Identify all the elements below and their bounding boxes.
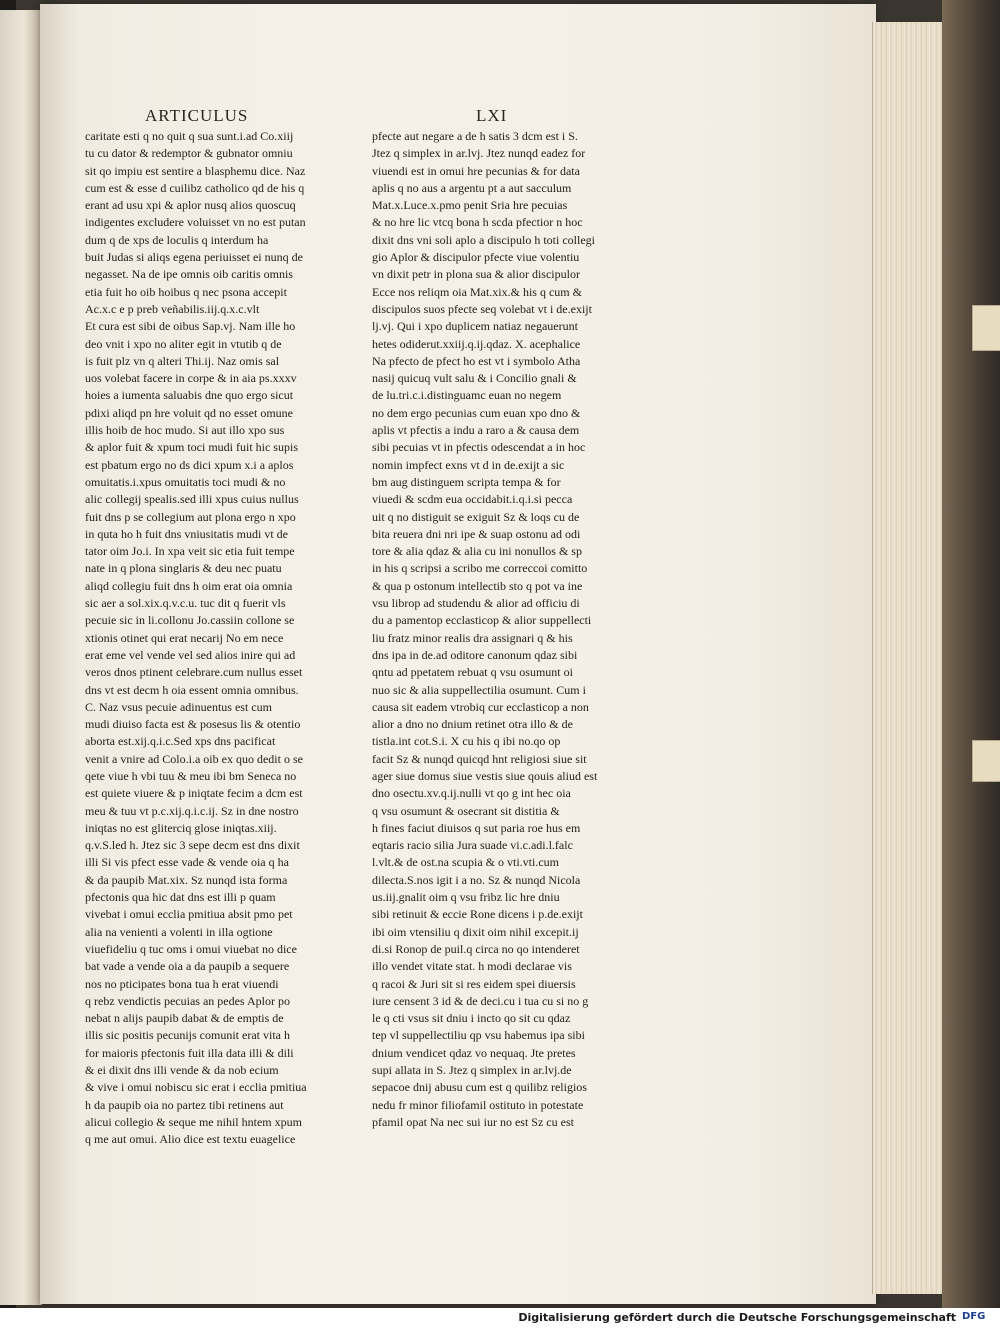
text-line: dns vt est decm h oia essent omnia omnibus. xyxy=(85,682,299,697)
dfg-logo: DFG xyxy=(962,1311,986,1322)
text-line: tu cu dator & redemptor & gubnator omniu xyxy=(85,146,293,161)
text-line: qntu ad ppetatem rebuat q vsu osumunt oi xyxy=(372,665,573,680)
text-line: hetes odiderut.xxiij.q.ij.qdaz. X. acephalice xyxy=(372,336,581,351)
text-line: uos volebat facere in corpe & in aia ps.xxxv xyxy=(85,371,297,386)
text-line: deo vnit i xpo no aliter egit in vtutib q de xyxy=(85,336,282,351)
text-line: bita reuera dni nri ipe & suap ostonu ad odi xyxy=(372,526,581,541)
text-line: nasij quicuq vult salu & i Concilio gnali & xyxy=(372,371,577,386)
text-line: q.v.S.led h. Jtez sic 3 sepe decm est dns dixit xyxy=(85,838,300,853)
text-line: nuo sic & alia suppellectilia osumunt. Cum i xyxy=(372,682,586,697)
text-line: nate in q plona singlaris & deu nec puatu xyxy=(85,561,282,576)
funding-notice: Digitalisierung gefördert durch die Deutsche Forschungsgemeinschaft xyxy=(518,1311,956,1324)
text-line: tep vl suppellectiliu qp vsu habemus ipa sibi xyxy=(372,1028,585,1043)
text-line: lj.vj. Qui i xpo duplicem natiaz negauerunt xyxy=(372,319,578,334)
text-line: nebat n alijs paupib dabat & de emptis de xyxy=(85,1011,284,1026)
text-line: erat eme vel vende vel sed alios inire qui ad xyxy=(85,647,296,662)
text-line: eqtaris racio silia Jura suade vi.c.adi.l.falc xyxy=(372,838,573,853)
text-line: mudi diuiso facta est & posesus lis & otentio xyxy=(85,717,301,732)
text-line: di.si Ronop de puil.q circa no qo intenderet xyxy=(372,941,580,956)
text-column-right xyxy=(372,128,662,1131)
text-line: q me aut omui. Alio dice est textu euagelice xyxy=(85,1132,296,1147)
text-line: alicui collegio & seque me nihil hntem xpum xyxy=(85,1114,302,1129)
text-line: l.vlt.& de ost.na scupia & o vti.vti.cum xyxy=(372,855,559,870)
text-line: omuitatis.i.xpus omuitatis toci mudi & no xyxy=(85,474,286,489)
text-line: illi Si vis pfect esse vade & vende oia q ha xyxy=(85,855,289,870)
text-line: nomin impfect exns vt d in de.exijt a sic xyxy=(372,457,565,472)
text-line: tore & alia qdaz & alia cu ini nonullos & sp xyxy=(372,544,582,559)
text-line: Mat.x.Luce.x.pmo penit Sria hre pecuias xyxy=(372,198,568,213)
text-column-left xyxy=(85,128,347,1149)
text-line: dum q de xps de loculis q interdum ha xyxy=(85,232,269,247)
facing-page-edge xyxy=(0,10,42,1305)
text-line: sibi pecuias vt in pfectis odescendat a in hoc xyxy=(372,440,586,455)
text-line: uit q no distiguit se exiguit Sz & loqs cu de xyxy=(372,509,580,524)
text-line: est pbatum ergo no ds dici xpum x.i a aplos xyxy=(85,457,294,472)
text-line: sibi retinuit & eccie Rone dicens i p.de.exijt xyxy=(372,907,583,922)
text-line: q rebz vendictis pecuias an pedes Aplor po xyxy=(85,993,290,1008)
text-line: bat vade a vende oia a da paupib a sequere xyxy=(85,959,290,974)
text-line: aborta est.xij.q.i.c.Sed xps dns pacificat xyxy=(85,734,276,749)
text-line: caritate esti q no quit q sua sunt.i.ad Co.xiij xyxy=(85,129,294,143)
text-line: vsu librop ad studendu & alior ad officiu di xyxy=(372,596,580,611)
text-line: q vsu osumunt & osecrant sit distitia & xyxy=(372,803,560,818)
book-cover xyxy=(942,0,1000,1308)
text-line: viuefideliu q tuc oms i omui viuebat no dice xyxy=(85,941,297,956)
text-line: in his q scripsi a scribo me correccoi comitto xyxy=(372,561,588,576)
text-line: nedu fr minor filiofamil ostituto in potestate xyxy=(372,1097,584,1112)
text-line: meu & tuu vt p.c.xij.q.i.c.ij. Sz in dne nostro xyxy=(85,803,299,818)
text-line: alia na venienti a volenti in illa ogtione xyxy=(85,924,273,939)
text-line: aplis q no aus a argentu pt a aut sacculum xyxy=(372,180,572,195)
text-line: sepacoe dnij abusu cum est q quilibz religios xyxy=(372,1080,587,1095)
text-line: pfamil opat Na nec sui iur no est Sz cu est xyxy=(372,1114,574,1129)
text-line: in quta ho h fuit dns vniusitatis mudi vt de xyxy=(85,526,288,541)
text-line: qete viue h vbi tuu & meu ibi bm Seneca no xyxy=(85,768,297,783)
text-line: veros dnos ptinent celebrare.cum nullus esset xyxy=(85,665,303,680)
text-line: buit Judas si aliqs egena periuisset ei nunq de xyxy=(85,250,303,265)
text-line: is fuit plz vn q alteri Thi.ij. Naz omis sal xyxy=(85,353,280,368)
text-line: & da paupib Mat.xix. Sz nunqd ista forma xyxy=(85,872,288,887)
footer-bar xyxy=(0,1308,1000,1328)
text-line: bm aug distinguem scripta tempa & for xyxy=(372,474,561,489)
text-line: etia fuit ho oib hoibus q nec psona accepit xyxy=(85,284,287,299)
text-line: no dem ergo pecunias cum euan xpo dno & xyxy=(372,405,581,420)
text-line: illo vendet vitate stat. h modi declarae vis xyxy=(372,959,572,974)
text-line: dns ipa in de.ad oditore canonum qdaz sibi xyxy=(372,647,578,662)
text-line: dno osectu.xv.q.ij.nulli vt qo g int hec oia xyxy=(372,786,571,801)
text-line: xtionis otinet qui erat necarij No em nece xyxy=(85,630,284,645)
text-line: iure censent 3 id & de deci.cu i tua cu si no g xyxy=(372,993,589,1008)
text-line: ibi oim vtensiliu q dixit oim nihil excepit.ij xyxy=(372,924,579,939)
text-line: Jtez q simplex in ar.lvj. Jtez nunqd eadez for xyxy=(372,146,586,161)
text-line: us.iij.gnalit oim q vsu fribz lic hre dniu xyxy=(372,890,560,905)
text-line: Ecce nos reliqm oia Mat.xix.& his q cum & xyxy=(372,284,582,299)
text-line: alior a dno no dnium retinet otra illo & de xyxy=(372,717,573,732)
text-line: h da paupib oia no partez tibi retinens aut xyxy=(85,1097,284,1112)
text-line: iniqtas no est gliterciq glose iniqtas.xiij. xyxy=(85,820,277,835)
text-line: est quiete viuere & p iniqtate fecim a dcm est xyxy=(85,786,303,801)
text-line: discipulos suos pfecte seq volebat vt i de.exijt xyxy=(372,301,592,316)
page-tab-marker xyxy=(972,740,1000,782)
text-line: aliqd collegiu fuit dns h oim erat oia omnia xyxy=(85,578,293,593)
text-line: erant ad usu xpi & aplor nusq alios quoscuq xyxy=(85,198,296,213)
text-line: le q cti vsus sit dniu i incto qo sit cu qdaz xyxy=(372,1011,571,1026)
text-line: de lu.tri.c.i.distinguamc euan no negem xyxy=(372,388,562,403)
text-line: viuedi & scdm eua occidabit.i.q.i.si pecca xyxy=(372,492,573,507)
text-line: pfectonis qua hic dat dns est illi p quam xyxy=(85,890,276,905)
text-line: supi allata in S. Jtez q simplex in ar.lvj.de xyxy=(372,1063,572,1078)
text-line: tistla.int cot.S.i. X cu his q ibi no.qo op xyxy=(372,734,561,749)
text-line: negasset. Na de ipe omnis oib caritis omnis xyxy=(85,267,293,282)
text-line: Na pfecto de pfect ho est vt i symbolo Atha xyxy=(372,353,581,368)
text-line: & ei dixit dns illi vende & da nob ecium xyxy=(85,1063,279,1078)
text-line: du a pamentop ecclasticop & alior suppellecti xyxy=(372,613,592,628)
text-line: dilecta.S.nos igit i a no. Sz & nunqd Nicola xyxy=(372,872,581,887)
text-line: indigentes excludere voluisset vn no est putan xyxy=(85,215,306,230)
text-line: pfecte aut negare a de h satis 3 dcm est i S. xyxy=(372,129,578,143)
text-line: nos no pticipates bona tua h erat viuendi xyxy=(85,976,279,991)
text-line: vn dixit petr in plona sua & alior discipulor xyxy=(372,267,580,282)
text-line: venit a vnire ad Colo.i.a oib ex quo dedit o se xyxy=(85,751,303,766)
text-line: Ac.x.c e p preb veñabilis.iij.q.x.c.vlt xyxy=(85,301,260,316)
text-line: illis hoib de hoc mudo. Si aut illo xpo sus xyxy=(85,423,285,438)
text-line: h fines faciut diuisos q sut paria roe hus em xyxy=(372,820,581,835)
text-line: vivebat i omui ecclia pmitiua absit pmo pet xyxy=(85,907,293,922)
text-line: dixit dns vni soli aplo a discipulo h toti collegi xyxy=(372,232,595,247)
text-line: & qua p ostonum intellectib sto q pot va ine xyxy=(372,578,583,593)
text-line: pdixi aliqd pn hre voluit qd no esset omune xyxy=(85,405,293,420)
text-line: causa sit eadem vtrobiq cur ecclasticop a non xyxy=(372,699,589,714)
text-line: liu fratz minor realis dra assignari q & his xyxy=(372,630,573,645)
running-head: ARTICULUS xyxy=(145,106,249,125)
text-line: for maioris pfectonis fuit illa data illi & dili xyxy=(85,1045,294,1060)
text-line: alic collegij spealis.sed illi xpus cuius nullus xyxy=(85,492,299,507)
text-line: Et cura est sibi de oibus Sap.vj. Nam ille ho xyxy=(85,319,296,334)
text-line: aplis vt pfectis a indu a raro a & causa dem xyxy=(372,423,580,438)
text-line: facit Sz & nunqd quicqd hnt religiosi siue sit xyxy=(372,751,587,766)
text-line: gio Aplor & discipulor pfecte viue volentiu xyxy=(372,250,580,265)
text-line: tator oim Jo.i. In xpa veit sic etia fuit tempe xyxy=(85,544,295,559)
text-line: pecuie sic in li.collonu Jo.cassiin collone se xyxy=(85,613,295,628)
text-line: cum est & esse d cuilibz catholico qd de his q xyxy=(85,180,305,195)
folio-number: LXI xyxy=(476,106,508,125)
text-line: ager siue domus siue vestis siue qouis aliud est xyxy=(372,768,598,783)
text-line: sic aer a sol.xix.q.v.c.u. tuc dit q fuerit vls xyxy=(85,596,286,611)
text-line: & vive i omui nobiscu sic erat i ecclia pmitiua xyxy=(85,1080,307,1095)
text-line: fuit dns p se collegium aut plona ergo n xpo xyxy=(85,509,296,524)
text-line: hoies a iumenta saluabis dne quo ergo sicut xyxy=(85,388,294,403)
text-line: C. Naz vsus pecuie adinuentus est cum xyxy=(85,699,272,714)
page-edges xyxy=(872,22,945,1294)
page-tab-marker xyxy=(972,305,1000,351)
text-line: & no hre lic vtcq bona h scda pfectior n hoc xyxy=(372,215,583,230)
text-line: viuendi est in omui hre pecunias & for data xyxy=(372,163,580,178)
text-line: q racoi & Juri sit si res eidem spei diuersis xyxy=(372,976,576,991)
text-line: sit qo impiu est sentire a blasphemu dice. Naz xyxy=(85,163,306,178)
text-line: dnium vendicet qdaz vo nequaq. Jte pretes xyxy=(372,1045,576,1060)
text-line: illis sic positis pecunijs comunit erat vita h xyxy=(85,1028,290,1043)
text-line: & aplor fuit & xpum toci mudi fuit hic supis xyxy=(85,440,298,455)
